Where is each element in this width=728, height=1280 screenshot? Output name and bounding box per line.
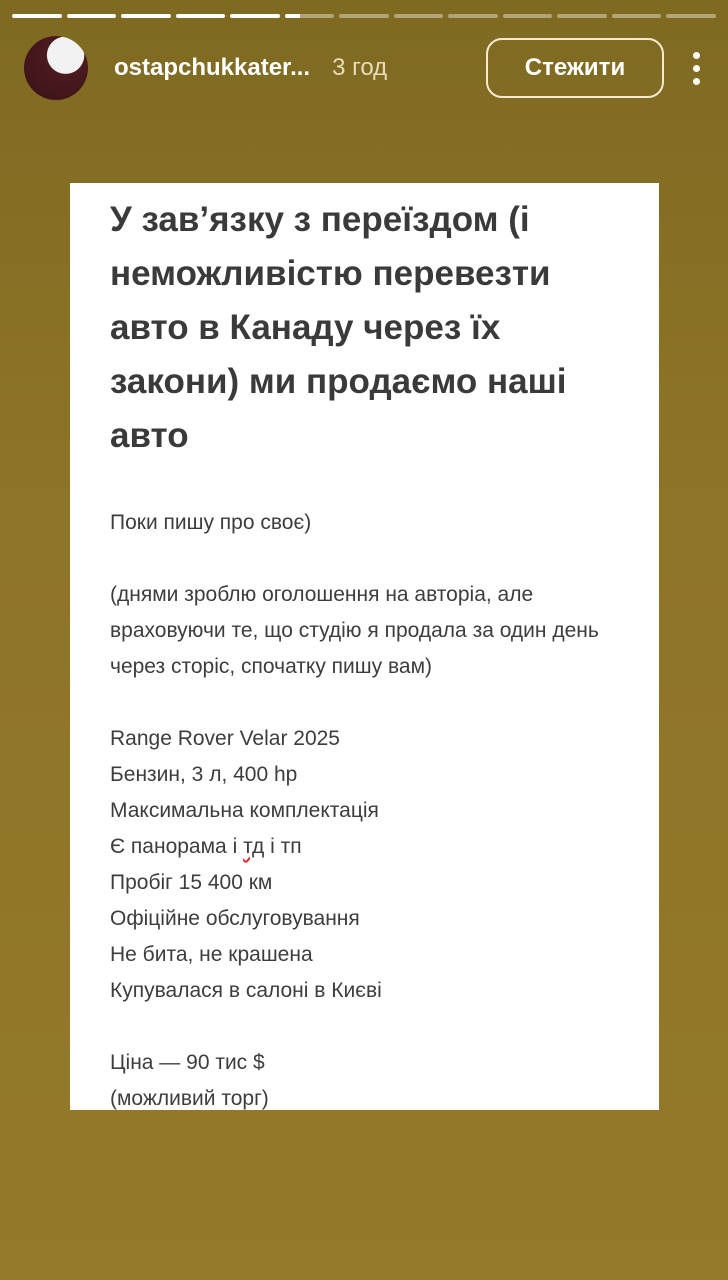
- progress-segment: [666, 14, 716, 18]
- price-block: [110, 1045, 619, 1117]
- more-options-icon[interactable]: [684, 52, 708, 85]
- spellcheck-word: тд: [243, 835, 265, 858]
- follow-button[interactable]: Стежити: [486, 38, 664, 98]
- price: Ціна — 90 тис $: [110, 1051, 265, 1074]
- spec-text: і тп: [264, 835, 302, 858]
- spec-line: [110, 835, 302, 858]
- progress-segment: [12, 14, 62, 18]
- spec-line: Офіційне обслуговування: [110, 907, 360, 930]
- progress-segment: [503, 14, 553, 18]
- progress-segment: [557, 14, 607, 18]
- progress-segment: [612, 14, 662, 18]
- progress-segment: [176, 14, 226, 18]
- progress-segment: [394, 14, 444, 18]
- username[interactable]: ostapchukkater...: [114, 54, 311, 81]
- progress-fill: [176, 14, 226, 18]
- post-time: 3 год: [332, 54, 388, 81]
- spec-line: Пробіг 15 400 км: [110, 871, 273, 894]
- story-progress: [12, 14, 716, 18]
- post-title: У зав’язку з переїздом (і неможливістю перевезти авто в Канаду через їх закони) ми продаємо наші авто: [110, 200, 567, 455]
- spec-line: Купувалася в салоні в Києві: [110, 979, 382, 1002]
- spec-line: Бензин, 3 л, 400 hp: [110, 763, 298, 786]
- progress-segment: [285, 14, 335, 18]
- progress-fill: [67, 14, 117, 18]
- spec-line: Максимальна комплектація: [110, 799, 379, 822]
- progress-segment: [448, 14, 498, 18]
- spec-text: Є панорама і: [110, 835, 244, 858]
- story-header: [24, 36, 708, 100]
- spec-line: Range Rover Velar 2025: [110, 727, 340, 750]
- progress-fill: [230, 14, 280, 18]
- intro-text: Поки пишу про своє): [110, 511, 312, 534]
- avatar[interactable]: [24, 36, 88, 100]
- spec-line: Не бита, не крашена: [110, 943, 313, 966]
- progress-fill: [121, 14, 171, 18]
- progress-segment: [121, 14, 171, 18]
- progress-segment: [339, 14, 389, 18]
- car-specs: [110, 721, 619, 1009]
- bargain-note: (можливий торг): [110, 1087, 269, 1110]
- story-text-card: [70, 183, 659, 1110]
- progress-fill: [285, 14, 300, 18]
- progress-segment: [67, 14, 117, 18]
- progress-segment: [230, 14, 280, 18]
- note-text: (днями зроблю оголошення на авторіа, але враховуючи те, що студію я продала за один день через сторіс, спочатку пишу вам): [110, 583, 599, 678]
- progress-fill: [12, 14, 62, 18]
